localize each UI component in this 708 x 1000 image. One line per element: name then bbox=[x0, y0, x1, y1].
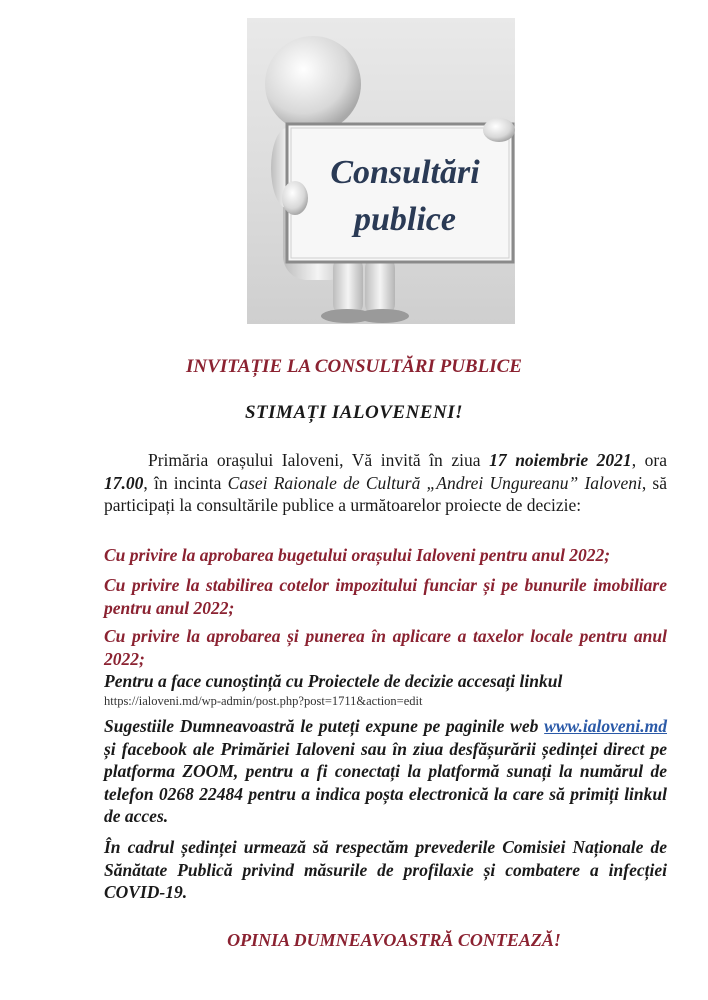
intro-text-4: , să participați la consultările publice a următoarelor proiecte de decizie: bbox=[104, 472, 667, 515]
event-date: 17 noiembrie 2021 bbox=[489, 450, 632, 470]
header-illustration bbox=[247, 18, 515, 324]
agenda-item-budget: Cu privire la aprobarea bugetului orașului Ialoveni pentru anul 2022; bbox=[104, 545, 611, 565]
page-title: INVITAȚIE LA CONSULTĂRI PUBLICE bbox=[186, 356, 522, 377]
intro-text-1: Primăria orașului Ialoveni, Vă invită în ziua bbox=[148, 450, 490, 470]
sign-text-line2: publice bbox=[354, 201, 456, 238]
covid-paragraph: În cadrul ședinței urmează să respectăm prevederile Comisiei Naționale de Sănătate Publică privind măsurile de profilaxie și combatere a infecției COVID-19. bbox=[104, 837, 667, 902]
projects-link-paragraph bbox=[104, 670, 667, 709]
intro-text-3: , în incinta bbox=[143, 472, 228, 493]
suggestions-text-1: Sugestiile Dumneavoastră le puteți expune pe paginile web bbox=[104, 716, 545, 736]
projects-link-text: Pentru a face cunoștință cu Proiectele de decizie accesați linkul bbox=[104, 671, 563, 691]
event-time: 17.00 bbox=[104, 472, 144, 493]
closing-slogan: OPINIA DUMNEAVOASTRĂ CONTEAZĂ! bbox=[227, 930, 561, 950]
agenda-item-land-tax: Cu privire la stabilirea cotelor impozitului funciar și pe bunurile imobiliare pentru anul 2022; bbox=[104, 575, 667, 618]
projects-link-url[interactable]: https://ialoveni.md/wp-admin/post.php?post=1711&action=edit bbox=[104, 693, 423, 708]
event-venue: Casei Raionale de Cultură „Andrei Ungureanu” Ialoveni bbox=[227, 472, 642, 493]
suggestions-paragraph bbox=[104, 715, 667, 828]
suggestions-text-2: și facebook ale Primăriei Ialoveni sau în ziua desfășurării ședinței direct pe platforma ZOOM, pentru a fi conectați la platformă sunați la numărul de telefon 0268 22484 pentru a indica poșta electronică la care să primiți linkul de acces. bbox=[104, 738, 667, 826]
greeting: STIMAȚI IALOVENENI! bbox=[244, 402, 464, 423]
agenda-item-local-taxes: Cu privire la aprobarea și punerea în aplicare a taxelor locale pentru anul 2022; bbox=[104, 626, 667, 669]
intro-paragraph bbox=[104, 449, 667, 517]
website-link[interactable]: www.ialoveni.md bbox=[544, 716, 667, 736]
intro-text-2: , ora bbox=[631, 450, 667, 470]
sign-text-line1: Consultări bbox=[330, 154, 480, 191]
